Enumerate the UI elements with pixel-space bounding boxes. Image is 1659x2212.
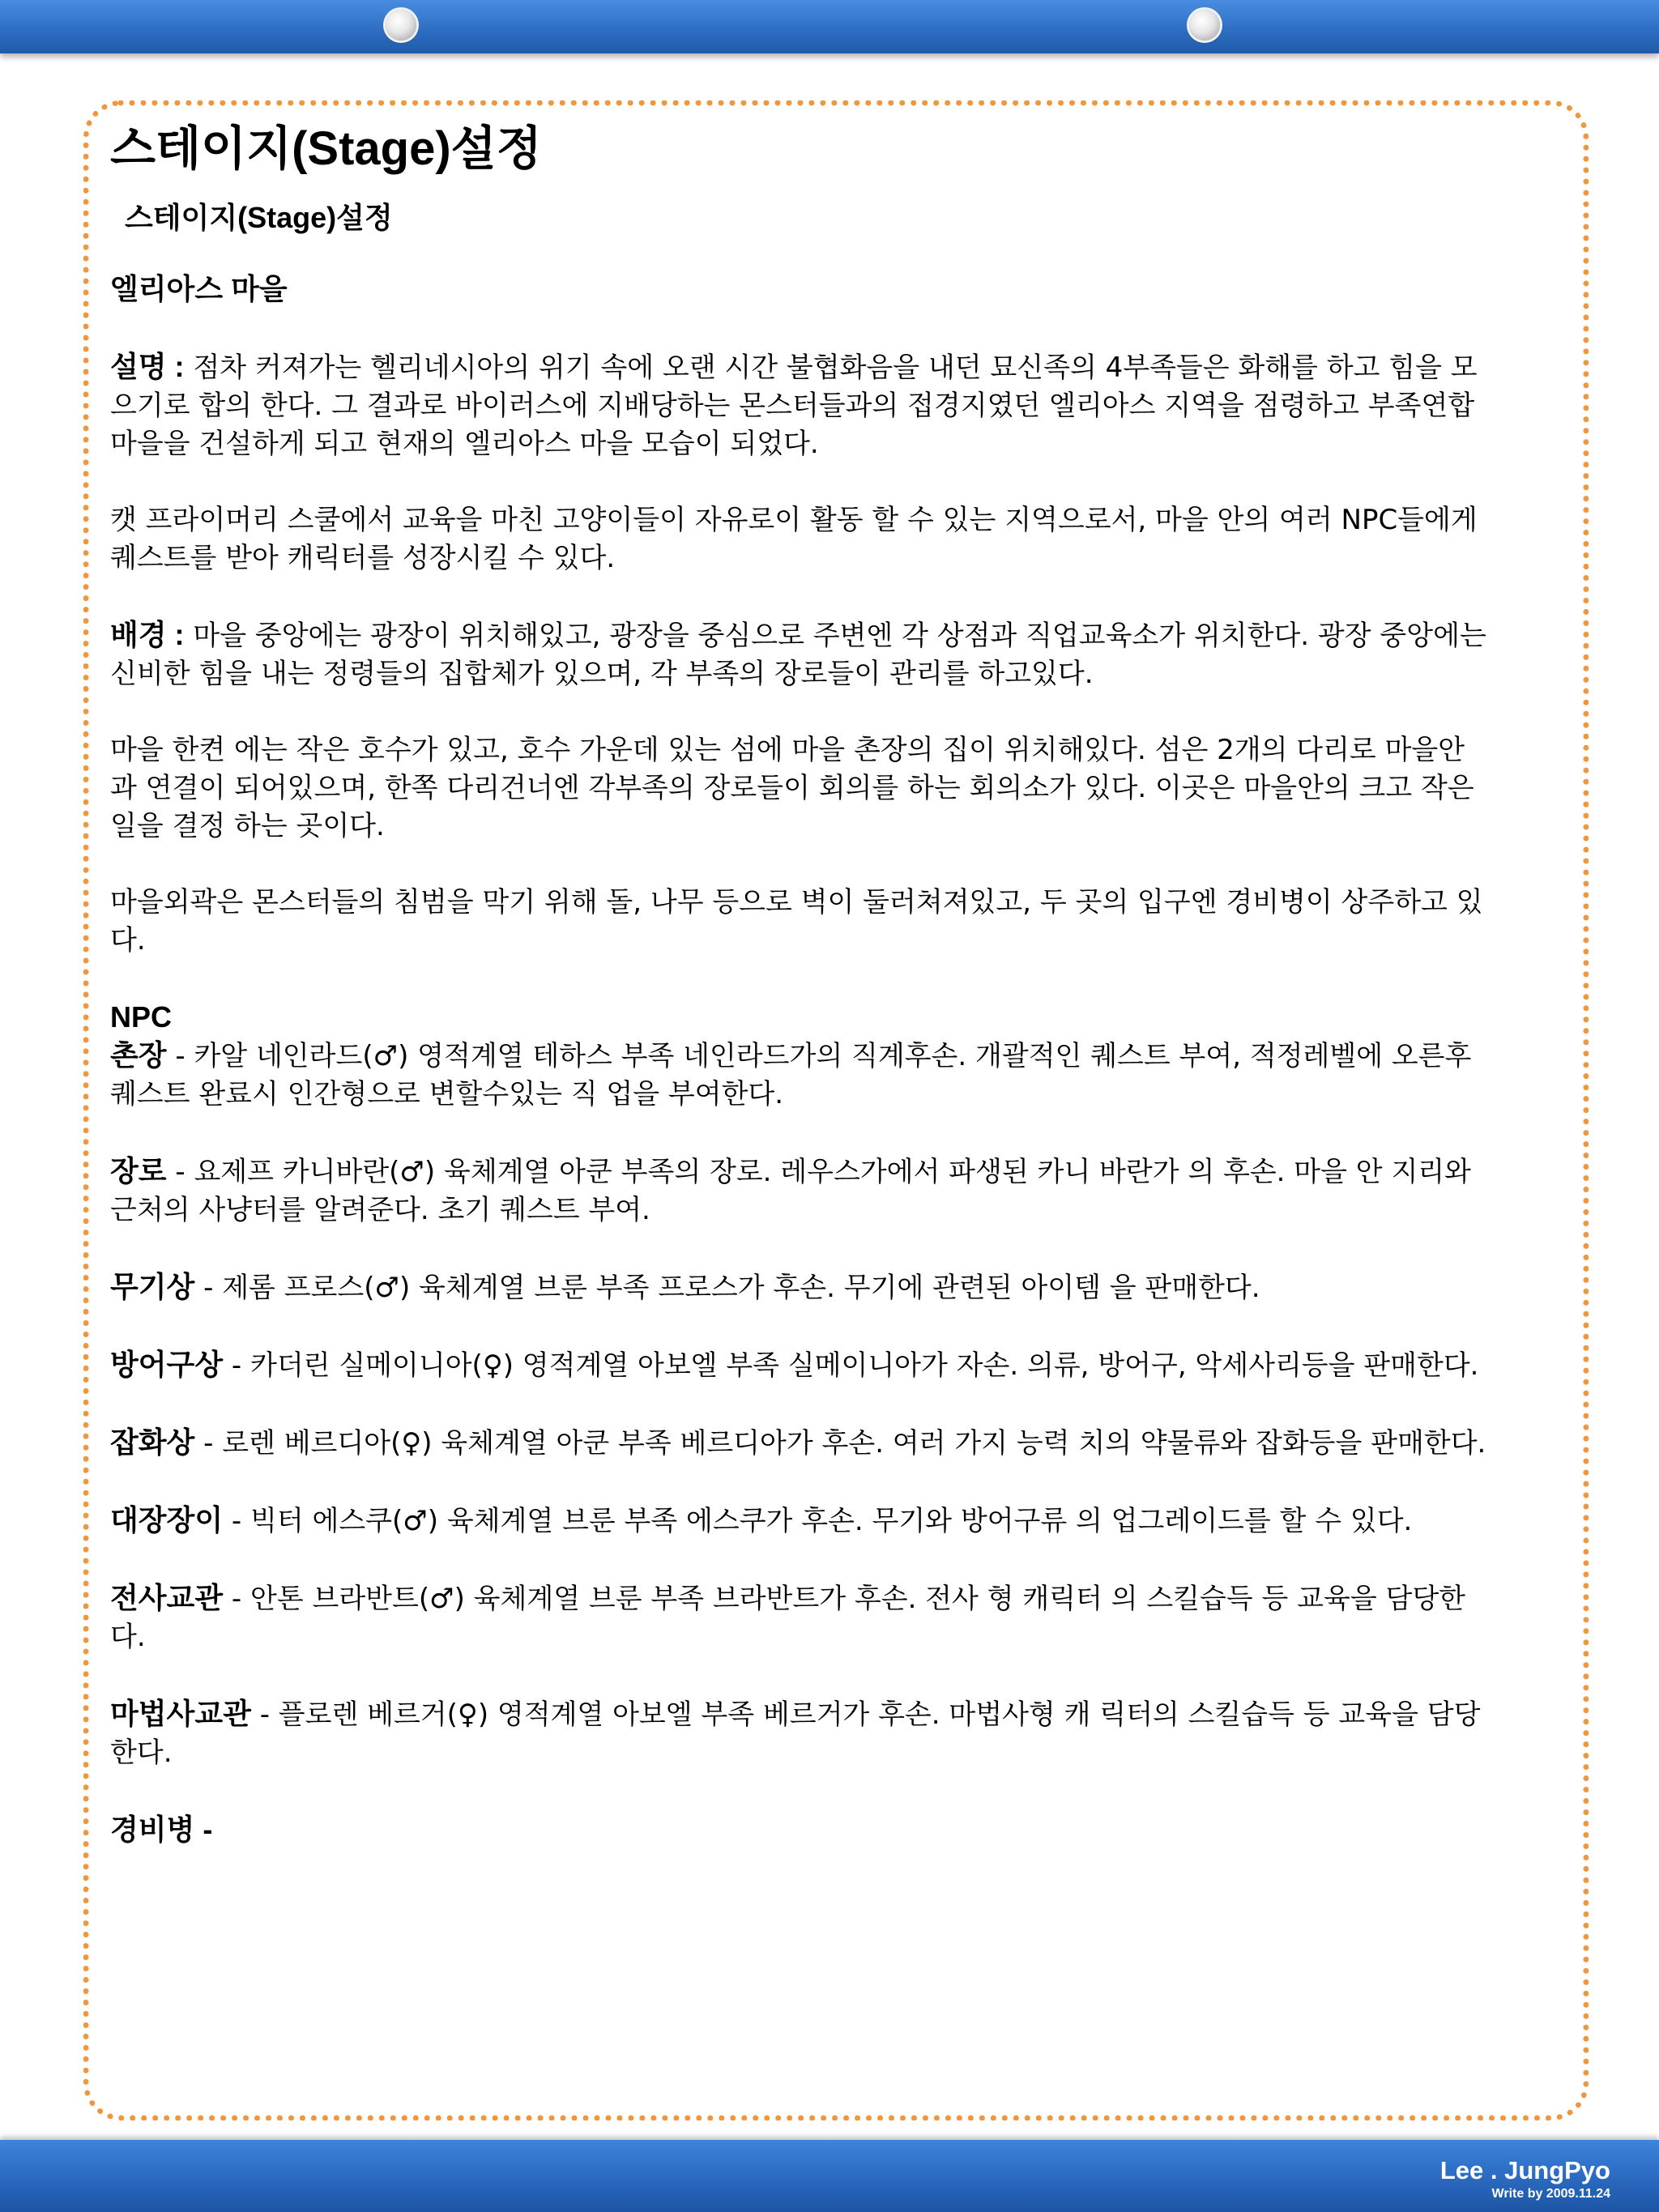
npc-description: - 카더린 실메이니아(♀) 영적계열 아보엘 부족 실메이니아가 자손. 의류, 방어구, 악세사리등을 판매한다.	[223, 1349, 1479, 1382]
npc-entry	[110, 1810, 1487, 1850]
npc-role: 마법사교관	[110, 1697, 251, 1730]
binder-ring-icon	[386, 10, 416, 40]
npc-entry	[110, 1694, 1487, 1772]
npc-description: - 카알 네인라드(♂) 영적계열 테하스 부족 네인라드가의 직계후손. 개괄적인 퀘스트 부여, 적정레벨에 오른후 퀘스트 완료시 인간형으로 변할수있는 직 업을 부여한다.	[110, 1040, 1472, 1110]
npc-role: 촌장	[110, 1038, 167, 1072]
npc-entry	[110, 1036, 1487, 1114]
description-paragraph	[110, 347, 1487, 463]
npc-description: -	[194, 1813, 213, 1846]
description-label: 설명 :	[110, 350, 185, 383]
npc-entry	[110, 1423, 1487, 1463]
author-credit	[1440, 2156, 1610, 2203]
npc-role: 장로	[110, 1154, 167, 1187]
npc-role: 대장장이	[110, 1503, 224, 1536]
npc-description: - 로렌 베르디아(♀) 육체계열 아쿤 부족 베르디아가 후손. 여러 가지 능력 치의 약물류와 잡화등을 판매한다.	[194, 1427, 1486, 1460]
document-body	[110, 107, 1487, 1850]
npc-description: - 안톤 브라반트(♂) 육체계열 브룬 부족 브라반트가 후손. 전사 형 캐릭터 의 스킬습득 등 교육을 담당한다.	[110, 1583, 1466, 1653]
description-paragraph-2: 캣 프라이머리 스쿨에서 교육을 마친 고양이들이 자유로이 활동 할 수 있는 지역으로서, 마을 안의 여러 NPC들에게 퀘스트를 받아 캐릭터를 성장시킬 수 있다.	[110, 504, 1478, 574]
write-date: Write by 2009.11.24	[1491, 2187, 1610, 2201]
background-paragraph-2: 마을 한켠 에는 작은 호수가 있고, 호수 가운데 있는 섬에 마을 촌장의 집이 위치해있다. 섬은 2개의 다리로 마을안과 연결이 되어있으며, 한쪽 다리건너엔 각부족의 장로들이 회의를 하는 회의소가 있다. 이곳은 마을안의 크고 작은 일을 결정 하는 곳이다.	[110, 734, 1474, 842]
bottom-footer-bar	[0, 2140, 1659, 2212]
npc-description: - 요제프 카니바란(♂) 육체계열 아쿤 부족의 장로. 레우스가에서 파생된 카니 바란가 의 후손. 마을 안 지리와 근처의 사냥터를 알려준다. 초기 퀘스트 부여.	[110, 1156, 1471, 1226]
background-paragraph	[110, 616, 1487, 693]
npc-role: 무기상	[110, 1270, 195, 1303]
npc-entry	[110, 1345, 1487, 1385]
background-text: 마을 중앙에는 광장이 위치해있고, 광장을 중심으로 주변엔 각 상점과 직업교육소가 위치한다. 광장 중앙에는 신비한 힘을 내는 정령들의 집합체가 있으며, 각 부족의 장로들이 관리를 하고있다.	[110, 620, 1486, 690]
description-text: 점차 커져가는 헬리네시아의 위기 속에 오랜 시간 불협화음을 내던 묘신족의 4부족들은 화해를 하고 힘을 모으기로 합의 한다. 그 결과로 바이러스에 지배당하는 몬스터들과의 접경지였던 엘리아스 지역을 점령하고 부족연합마을을 건설하게 되고 현재의 엘리아스 마을 모습이 되었다.	[110, 352, 1478, 460]
binder-ring-icon	[1189, 10, 1220, 40]
npc-entry	[110, 1268, 1487, 1307]
npc-role: 전사교관	[110, 1581, 224, 1614]
npc-description: - 제롬 프로스(♂) 육체계열 브룬 부족 프로스가 후손. 무기에 관련된 아이템 을 판매한다.	[194, 1272, 1260, 1304]
npc-entry	[110, 1152, 1487, 1230]
npc-entry	[110, 1579, 1487, 1656]
npc-role: 방어구상	[110, 1348, 224, 1381]
npc-description: - 빅터 에스쿠(♂) 육체계열 브룬 부족 에스쿠가 후손. 무기와 방어구류 의 업그레이드를 할 수 있다.	[223, 1505, 1413, 1537]
page-title: 스테이지(Stage)설정	[110, 122, 542, 175]
page-subtitle: 스테이지(Stage)설정	[125, 201, 393, 234]
npc-role: 잡화상	[110, 1426, 195, 1459]
village-heading: 엘리아스 마을	[110, 272, 288, 305]
npc-description: - 플로렌 베르거(♀) 영적계열 아보엘 부족 베르거가 후손. 마법사형 캐 릭터의 스킬습득 등 교육을 담당한다.	[110, 1698, 1481, 1769]
npc-role: 경비병	[110, 1813, 195, 1846]
background-label: 배경 :	[110, 618, 185, 651]
npc-entry	[110, 1501, 1487, 1541]
top-binder-bar	[0, 0, 1659, 53]
background-paragraph-3: 마을외곽은 몬스터들의 침범을 막기 위해 돌, 나무 등으로 벽이 둘러쳐져있고, 두 곳의 입구엔 경비병이 상주하고 있다.	[110, 886, 1483, 957]
npc-heading: NPC	[110, 1000, 173, 1034]
author-name: Lee . JungPyo	[1439, 2156, 1610, 2184]
